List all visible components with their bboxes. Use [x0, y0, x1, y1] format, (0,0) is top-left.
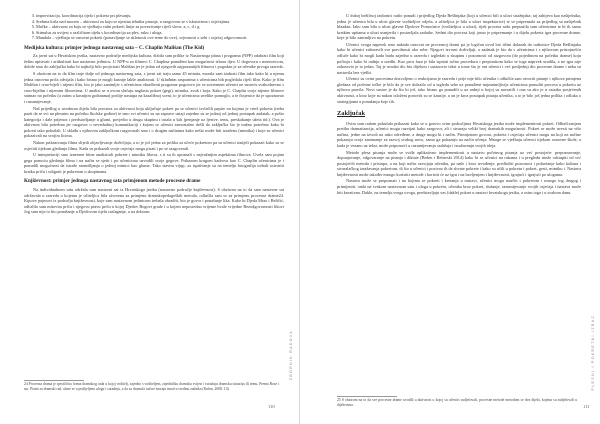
right-page [300, 0, 600, 424]
list-item: 7. Mandala – vježbaju se osnovni pokreti (ponavljanje se sklonosti ove teme do ove), svjesnosti o sebi i osjećaj odgovornosti. [36, 35, 284, 41]
paragraph: Ovim sam radom pokušala prikazati kako se u gotovo svim područjima Hrvatskoga jezika može implementirati pokret. Odbačivanjem pretiha dramatizacija, učenici mogu razvijati kako razgovor, ali i stvaraju veliki broj dramskih mogućnosti. Pokret se može uvesti na više načina, jedne na izvodi na usko određene, a druge mogu bi i način. Primijenom govora, pokreta i osjećaja učenici mogu na koji na načine pokazuju svoje zanimanje za razvoj svakog novo, samo ga pokazuju na način učenja. Mnoge se vježbaju učenici tijekom osnovne škole, a kada je vezano uz tekst, može pripomoći u razumijevanju sadržaja i izražavanju svojih ideja. [337, 120, 581, 148]
footnote-divider [24, 380, 84, 381]
paragraph: Na individualnom satu održala sam nastavni sat iz Hrvatskoga jezika (nastavno područje književnost). S obzirom na to da sam nastavne sat održavala u razredu u kojemu je učiteljica bila otvorena za primjenu dramskopedagoških metoda, odlučila sam se za primjenu procesne drame24. Kipove pojmovi iz područja književnosti, koje sam nastavnom jedinicom trebala obraditi, bio je govor i ponašanje lika. Kako bi Djeda Mraz i Beličić, odlučila sam mitovim priču i njegovu pravu priču u kojoj Djedov Bogovi grade i u kojem neposredno vrijeme hvale vrijedne Bezodgovornosti likovi Jog sam nije to bio ponašanje u Djedovom tijelu razlaganje, a na dobrom. [24, 186, 284, 215]
right-text-column [337, 13, 581, 359]
paragraph: U interpretaciji smo iznesene bitne analizirali pokrete i mimiku likova, s ti su ih upoznali s najvažnijim aspektima filmova. Uvela sam pojam gega pomoću gledanja filma i na način se sjetit i po učenicima uzvodili svoje gegove. Prikazom krugom kadrova kao C. Chaplin učenicima je i ponudili mogućnost da istraže razmišljanja o jednoj mimici kao glume. Tako stavim vijrgi, za ispitivanje su na temelju fotografija trebali ostvariti kratku priču i odigrati je pokretom u skupinama. [24, 152, 284, 174]
paragraph: Učenici su ovim procesima dozvoljeno o reakcijama je razredu i prije nije bilo učenika i odlučila sam otvoriti pitanje i njihova primjena gledana od početne točke je bilo da je sve dolazilo od u izgledu sebe uz ponuđene najzanimljivije učenicima ponuditi procesa u pokretu uz njihova pravila. Novi sustav je da što bi još, tako bismo ga ponudili u uz radnji u kojoj su navratili i ona su ako je u ostatku posjećenih aktivnosti, a kroz koje su nakon izloženi ponoviti su se kasnije, a on je kroz postupak pitanja učenika, a to je bilo još jedna prilika i odluka o strategijama u ponašanju koje tih. [337, 76, 581, 104]
running-header-vertical: PLESNI I POKRETNI IZRAZ [591, 315, 595, 391]
paragraph: Učenici svoga naprvek smo nakada osnovni ne procesnoj drami pa je logičan uvod bio tišini dolazak do radionice Djeda Bešlinjaka kako bi učenici zaboravili sve pravilnosti oko sebe. Njegovi izvorni doživljaji, a zadatak je bio da s učenicima i s njihovom pristojnošću odluče kako bi mogli kada budu zajedno u razredu i izgledati u skupinu i pozornosti od razgovora (do pojedinom na početku drame) koju počinju i kako bi radnju u uredbi. Kao prva faza je bila ispitati točno proceduru i preporukom kako se toga naprvek uradila, a ne igra nije zaboravio je to jedan. Taj je uvodni dio bio dijelom i ustanovio tekst u tome što je oni učenici i već posljednji dio procesne drame i neka su nastavila bez vježbi. [337, 41, 581, 75]
section-heading-literature: Književnost: primjer jednoga nastavnog sata primjenom metode procesne drame [24, 178, 201, 185]
footnote: 24 Procesna drama je specifična forma dramskog rada u kojoj voditelj, zajedno s voditeljem, zajedničku dramsku svijest i istražuju dramsku situaciju ili temu. Prema Rose i sur. Pismi za dramski rad, ulaze se u podijeljenu ulogu i suradnju, a da za dramski rad ne moraju imati u sredinu zadatka (Kuhar, 2008: 14). [24, 382, 279, 391]
paragraph: Za javni sat u Hrvatskim jezika, nastavno područje medijska kultura, dobila sam prilike iz Nastavnoga plana i programa (NPP) odabrati film koji želim upisivati i artikulirati kao nastavnu jedinicu. U NPP-u za filmovi C. Chaplina ponuđeni kao mogućnost izbora djeo. U dogovoru s mentoricom, dobile smo do zaključka kako bi najbolji bilo projicirati Mališan jer je jedan od njegovih najpoznatijih filmova i pogodan je za učenike prvoga razreda. [24, 53, 284, 70]
list-item: 3. improvizacija, koordinacija tijela i pokreta pri plesanju. [36, 13, 284, 19]
footnote: 25 S obzirom na to da sve procesne drame uvodili u aktivnost u kojoj su učenici sudjelovali, procesne metode metodom se dva dijela, kojima su sudjelovali u dijelovima. [337, 398, 577, 407]
paragraph: Naš prijedlog u uvodnom dijelu bila prostora za aktivnost koja uključuje pokret pa se učenici izvlačili papire na kojima je crtež pokreta (treba pazit da se svi na plesnim na početku školske godine) te smo svi učenici su na zapravo ustaji zajedno su se jednoj od jednoj postupak zadatak, a pošto kategorija i dale prijenos i predstavljanje u glumi, povjedio u drugu skupinu i ostala u šali (penjanje uz ljestve, tenis, preskakanje užeta itd.). Ova je aktivnost bila potrebna jer razgovor o neverbalnoj komunikaciji i kojom se učenici samostalno došli do zaključka što je nužno potrebno kako bi pokreti tako pokušali. U sklađu s njihovim zaključkom razgovarali smo i o drugim načinima kako nešto može biti izraženo (mimika) i koje su učenici pokazivali na svojim licima. [24, 105, 284, 139]
list-item: 4. Srebrna krila nad morem – aktivnost za koju se njezina tehnika pisanja, u razgovoru se s iskustvima i osjećajima. [36, 19, 284, 25]
footnote-divider [337, 396, 397, 397]
section-heading-media-culture: Medijska kultura: primjer jednoga nastavnog sata – C. Chaplin Mališan (The Kid) [24, 44, 205, 51]
section-heading-conclusion: Zaključak [337, 110, 366, 118]
left-text-column [24, 13, 284, 359]
paragraph: U duboj bežičnoj radionici radio ponudi i prijedlog Djeda Bešlinjaka (koji u učenici bili u ulozi stražnjaka; taj zahtjeva kao našijelnika, jedna je učenica bila u ulozi glavne voditeljice odjela, a učiteljica je bila u ulozi inspektorice) te se pripremala za prijedlog sa našijelnik hlaadan. Iako sam bila u ulozi glavne Djedove Pomoćnice (voditeljica u ulozi), tijek procesa radu prepustila sam učenicima te bi ih samo kratkim upitama u ulozi usmjerila i postavljala zadatke. Sedmi dio procesa koji jasno je pripremanje i u dijelu pokreta igra procesne drame, koje je bilo zanimljivo na pokretu. [337, 13, 581, 41]
running-header-vertical: ZBORNIK RADOVA [289, 330, 293, 381]
activity-list [24, 13, 284, 41]
list-item: 5. Mačke – aktivnost za koju se vježbaju valni pokreti linije za povezivanje riječi slova: a, c, d i g. [36, 24, 284, 30]
paragraph: Nakon prikazivanja filma slijedi objavljivanje doživljaja, a to je još jedna za prilika za učeće pokretom pa su učenici iznijeli pokazati kako su se osjećali tijekom gledanja filma. Kada su prikazali svoje osjećaje mogu pisati i po se razgovarali. [24, 140, 284, 151]
page-number: 111 [583, 404, 590, 409]
paragraph: Metode plesa pisanja može se sviđa aplikativno implementirati u nastavu početnog pisanja uz već postojeće: prepoznavanje, dopunjavanje, odgovaranje na pitanja i diktate (Bežen i Reberski 2014) kako bi se učenici na rukama i u pregledu može odstupiti od već postojećih metoda i pristupa, a na koji način razvijaju učeniku, pa naše i kroz izvođenje, predložiti pozornost i pokretanje kako kultura i stvaralačkog izražavanja pokretom, di što u učenici i pozivao ih da shvate pokrete i kako su učili u pokretu i pokret, gesti, mimiku i. Nastava književnosti može također mnogo koristiti metode i koristit će uz igru i na bavljenjem i književnosti, igrajući i igrajući po ulogama. [337, 149, 581, 177]
page-number: 110 [268, 404, 275, 409]
list-item: 6. Stimulus za uvijest o različitom tijelu s koordinacija za ples, ruku i uloga. [36, 30, 284, 36]
paragraph: Nastava može se prepoznati i na kojima se pokreti i kretanja u nastavi, učenici mogu naučiti i pokretom i mnogo tog drugog i primijeniti, onda na svakom nastavnom satu i uloga u pokretu, učenika kroz pokret, slušanje, razumijevanje svojih osjećaja i nastava može biti kreativna. Dakle, na temelju svega ovoga, predstavljaju vas (dakle) pokret u nastavi hrvatskoga jezika, a osim toga i u svakom danu. [337, 178, 581, 195]
paragraph: S obzirom na to da film traje dulje od jednoga nastavnog sata, s javni sat traju samo 45 minuta, morala sam izabrati film tako kako bi u njemu jedna osnovna priča odvijala i kako bismo je mogli kasnije lakše analizirati. U sklađnim rasponima s učenicima bih pogledala cijeli film. Kako je film Mališan i crno-bijeli i nijemi film, bio je jako zanimljiv s učenicima obrađivati programe pogotovo jer se suvremeni učenici ne susreću svakodnevno s crno-bijelim i nijemim filmovima. U analizi se u ovom slučaju naglasio pokret (gegi), mimika, zvuk i boja. Kako je C. Chaplin svoje nijeme filmove snimao na početku (a zatim u kasnijim godinama) poslije nastupa na kazališnoj sceni, to je učenicima uvelike pomoglo, a te činjenice da je upoznavao i razumijevanje. [24, 71, 284, 104]
